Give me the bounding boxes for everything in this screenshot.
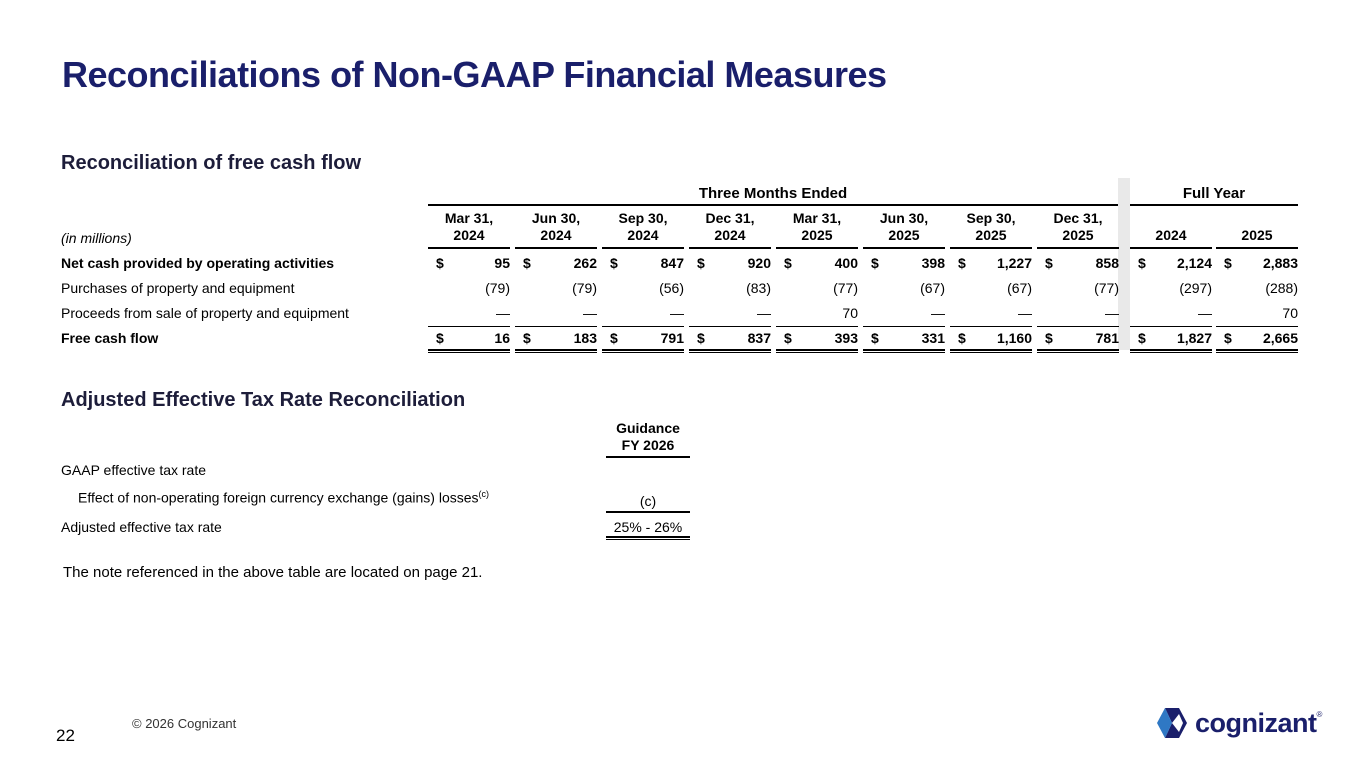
subtotal-rule xyxy=(1037,326,1119,327)
page-title: Reconciliations of Non-GAAP Financial Measures xyxy=(62,54,887,95)
table-cell: 70 xyxy=(842,305,858,321)
three-months-ended-rule xyxy=(428,204,1118,206)
full-year-separator xyxy=(1118,178,1130,350)
table-cell: (83) xyxy=(746,280,771,296)
column-header-rule xyxy=(1130,247,1212,249)
currency-symbol: $ xyxy=(958,255,966,271)
currency-symbol: $ xyxy=(523,255,531,271)
column-header xyxy=(776,210,858,244)
column-header-line1: Dec 31, xyxy=(1053,210,1103,226)
column-header xyxy=(689,210,771,244)
column-header-line2: 2025 xyxy=(801,227,833,243)
tax-column-header xyxy=(606,420,690,454)
table-cell: 262 xyxy=(573,255,597,271)
currency-symbol: $ xyxy=(871,330,879,346)
column-header xyxy=(863,210,945,244)
currency-symbol: $ xyxy=(784,330,792,346)
footnote-reference: The note referenced in the above table are located on page 21. xyxy=(63,564,483,581)
full-year-header: Full Year xyxy=(1182,185,1246,202)
column-header-line1: Sep 30, xyxy=(966,210,1016,226)
column-header-rule xyxy=(515,247,597,249)
table-cell: 393 xyxy=(834,330,858,346)
row-label: Proceeds from sale of property and equipment xyxy=(61,305,349,321)
subtotal-rule xyxy=(950,326,1032,327)
fx-effect-rule xyxy=(606,511,690,513)
total-double-rule xyxy=(863,349,945,353)
column-header-rule xyxy=(428,247,510,249)
fx-effect-label xyxy=(78,489,489,506)
table-cell: 2,883 xyxy=(1262,255,1298,271)
cognizant-logo xyxy=(1155,706,1322,740)
total-double-rule xyxy=(950,349,1032,353)
column-header-line1: Mar 31, xyxy=(792,210,842,226)
table-cell: — xyxy=(931,305,945,321)
currency-symbol: $ xyxy=(436,255,444,271)
currency-symbol: $ xyxy=(697,255,705,271)
table-cell: 398 xyxy=(921,255,945,271)
total-double-rule xyxy=(776,349,858,353)
column-header xyxy=(602,210,684,244)
table-cell: 781 xyxy=(1095,330,1119,346)
subtotal-rule xyxy=(776,326,858,327)
column-header-rule xyxy=(950,247,1032,249)
subtotal-rule xyxy=(863,326,945,327)
column-header xyxy=(1037,210,1119,244)
three-months-ended-header: Three Months Ended xyxy=(698,185,848,202)
cognizant-logo-icon xyxy=(1155,706,1189,740)
currency-symbol: $ xyxy=(1138,255,1146,271)
column-header xyxy=(950,210,1032,244)
adjusted-tax-rate-label: Adjusted effective tax rate xyxy=(61,519,222,535)
currency-symbol: $ xyxy=(1045,330,1053,346)
table-cell: (288) xyxy=(1265,280,1298,296)
subtotal-rule xyxy=(602,326,684,327)
column-header-rule xyxy=(776,247,858,249)
adjusted-tax-rate-value: 25% - 26% xyxy=(613,519,683,535)
fx-effect-value: (c) xyxy=(639,493,657,509)
subtotal-rule xyxy=(515,326,597,327)
gaap-tax-rate-label: GAAP effective tax rate xyxy=(61,462,207,478)
total-double-rule xyxy=(1037,349,1119,353)
table-cell: 2,124 xyxy=(1176,255,1212,271)
column-header-line2: 2025 xyxy=(1241,227,1273,243)
table-cell: (77) xyxy=(833,280,858,296)
total-double-rule xyxy=(1130,349,1212,353)
column-header-rule xyxy=(689,247,771,249)
full-year-rule xyxy=(1130,204,1298,206)
column-header-line1: Dec 31, xyxy=(705,210,755,226)
column-header-line2: 2024 xyxy=(714,227,746,243)
column-header-line2: 2024 xyxy=(1155,227,1187,243)
column-header-rule xyxy=(602,247,684,249)
column-header-line1: Jun 30, xyxy=(879,210,929,226)
column-header xyxy=(428,210,510,244)
column-header xyxy=(1216,210,1298,244)
column-header-line1 xyxy=(1216,210,1298,227)
tax-header-line2: FY 2026 xyxy=(621,437,675,453)
column-header-line2: 2024 xyxy=(540,227,572,243)
subtotal-rule xyxy=(1216,326,1298,327)
table-cell: 400 xyxy=(834,255,858,271)
table-cell: (79) xyxy=(485,280,510,296)
fcf-section-title: Reconciliation of free cash flow xyxy=(61,152,362,174)
table-cell: 920 xyxy=(747,255,771,271)
subtotal-rule xyxy=(689,326,771,327)
fx-effect-footnote: (c) xyxy=(478,489,490,499)
column-header-line1 xyxy=(1130,210,1212,227)
column-header-line2: 2024 xyxy=(627,227,659,243)
page-number: 22 xyxy=(56,726,75,745)
currency-symbol: $ xyxy=(1045,255,1053,271)
column-header-line2: 2025 xyxy=(1062,227,1094,243)
row-label: Net cash provided by operating activities xyxy=(61,255,335,271)
subtotal-rule xyxy=(428,326,510,327)
row-label: Free cash flow xyxy=(61,330,159,346)
total-double-rule xyxy=(1216,349,1298,353)
table-cell: — xyxy=(757,305,771,321)
tax-header-line1: Guidance xyxy=(616,420,680,436)
table-cell: — xyxy=(1105,305,1119,321)
table-cell: (79) xyxy=(572,280,597,296)
table-cell: — xyxy=(583,305,597,321)
total-double-rule xyxy=(515,349,597,353)
table-cell: (77) xyxy=(1094,280,1119,296)
currency-symbol: $ xyxy=(958,330,966,346)
table-cell: 837 xyxy=(747,330,771,346)
currency-symbol: $ xyxy=(1224,330,1232,346)
currency-symbol: $ xyxy=(871,255,879,271)
column-header-rule xyxy=(863,247,945,249)
table-cell: 70 xyxy=(1282,305,1298,321)
column-header-line1: Jun 30, xyxy=(531,210,581,226)
tax-header-rule xyxy=(606,456,690,458)
total-double-rule xyxy=(428,349,510,353)
table-cell: 847 xyxy=(660,255,684,271)
table-cell: — xyxy=(670,305,684,321)
column-header xyxy=(1130,210,1212,244)
table-cell: 16 xyxy=(494,330,510,346)
column-header-line2: 2025 xyxy=(975,227,1007,243)
column-header-line1: Sep 30, xyxy=(618,210,668,226)
table-cell: (297) xyxy=(1179,280,1212,296)
column-header-line2: 2024 xyxy=(453,227,485,243)
table-cell: 1,827 xyxy=(1176,330,1212,346)
table-cell: — xyxy=(1198,305,1212,321)
table-cell: 331 xyxy=(921,330,945,346)
column-header-line1: Mar 31, xyxy=(444,210,494,226)
table-cell: — xyxy=(496,305,510,321)
table-cell: 791 xyxy=(660,330,684,346)
units-label: (in millions) xyxy=(61,230,132,246)
table-cell: 1,227 xyxy=(996,255,1032,271)
column-header-rule xyxy=(1037,247,1119,249)
currency-symbol: $ xyxy=(610,330,618,346)
column-header xyxy=(515,210,597,244)
subtotal-rule xyxy=(1130,326,1212,327)
column-header-line2: 2025 xyxy=(888,227,920,243)
table-cell: (67) xyxy=(920,280,945,296)
currency-symbol: $ xyxy=(784,255,792,271)
table-cell: 95 xyxy=(494,255,510,271)
table-cell: — xyxy=(1018,305,1032,321)
row-label: Purchases of property and equipment xyxy=(61,280,295,296)
column-header-rule xyxy=(1216,247,1298,249)
copyright: © 2026 Cognizant xyxy=(132,716,237,731)
currency-symbol: $ xyxy=(1138,330,1146,346)
table-cell: 1,160 xyxy=(996,330,1032,346)
currency-symbol: $ xyxy=(523,330,531,346)
table-cell: (67) xyxy=(1007,280,1032,296)
currency-symbol: $ xyxy=(1224,255,1232,271)
table-cell: 183 xyxy=(573,330,597,346)
tax-section-title: Adjusted Effective Tax Rate Reconciliation xyxy=(61,389,466,411)
logo-wordmark: cognizant xyxy=(1195,707,1317,738)
total-double-rule xyxy=(602,349,684,353)
table-cell: 858 xyxy=(1095,255,1119,271)
currency-symbol: $ xyxy=(610,255,618,271)
table-cell: 2,665 xyxy=(1262,330,1298,346)
currency-symbol: $ xyxy=(436,330,444,346)
currency-symbol: $ xyxy=(697,330,705,346)
adjusted-tax-rate-double-rule xyxy=(606,536,690,540)
fx-effect-text: Effect of non-operating foreign currency exchange (gains) losses xyxy=(78,489,479,506)
logo-registered-mark: ® xyxy=(1316,710,1323,719)
total-double-rule xyxy=(689,349,771,353)
table-cell: (56) xyxy=(659,280,684,296)
